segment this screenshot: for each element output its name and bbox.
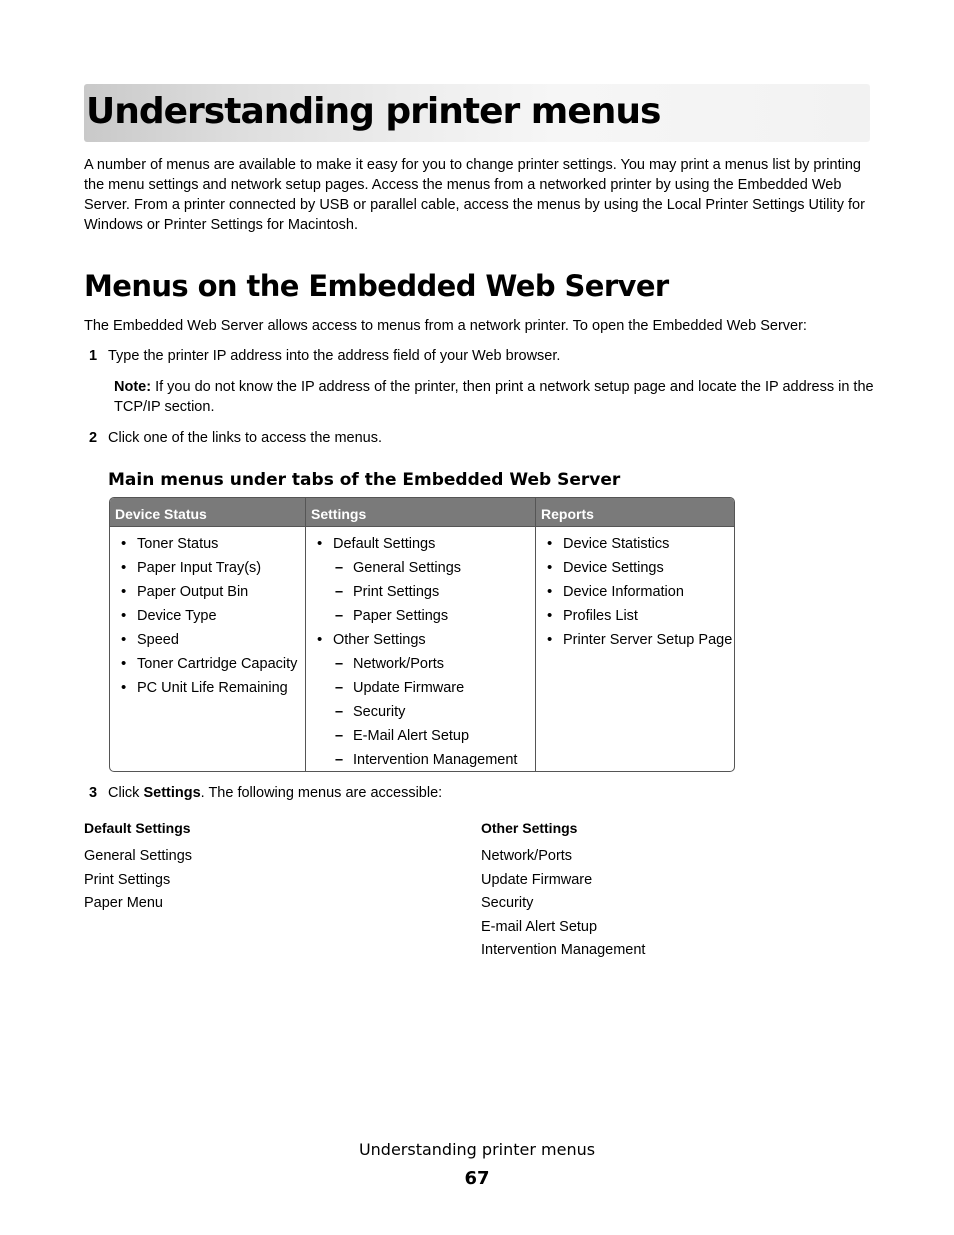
step-text: [108, 783, 442, 803]
list-subitem: – E-Mail Alert Setup: [306, 726, 517, 750]
list-item: Print Settings: [84, 871, 171, 888]
list-item: • PC Unit Life Remaining: [110, 678, 297, 702]
list-item: Network/Ports: [481, 848, 573, 864]
menus-table: [109, 497, 735, 772]
header-settings: Settings: [306, 498, 536, 526]
list-item: • Device Type: [110, 606, 297, 630]
list-subitem: – General Settings: [306, 558, 517, 582]
list-subitem: – Intervention Management: [306, 750, 517, 772]
list-item: • Profiles List: [536, 606, 732, 630]
note-text: If you do not know the IP address of the printer, then print a network setup page and locate the IP address in the TCP/IP section.: [114, 379, 874, 415]
note-label: Note:: [114, 379, 152, 395]
step-text: Click one of the links to access the menus.: [108, 430, 383, 446]
other-settings-heading: Other Settings: [481, 820, 578, 836]
list-item: • Device Statistics: [536, 534, 732, 558]
list-item: • Default Settings: [306, 534, 517, 558]
list-item: Intervention Management: [481, 942, 646, 958]
header-device-status: Device Status: [110, 498, 306, 526]
footer-title: Understanding printer menus: [358, 1140, 596, 1159]
step-text-before: Click: [108, 785, 144, 801]
header-divider: [110, 526, 734, 527]
list-item: Security: [481, 895, 534, 911]
device-status-list: [110, 534, 297, 702]
list-item: • Toner Status: [110, 534, 297, 558]
list-item: • Toner Cartridge Capacity: [110, 654, 297, 678]
list-subitem: – Network/Ports: [306, 654, 517, 678]
list-item: • Paper Input Tray(s): [110, 558, 297, 582]
header-reports: Reports: [536, 498, 734, 526]
section-title: Menus on the Embedded Web Server: [84, 269, 669, 303]
chapter-title: Understanding printer menus: [86, 91, 661, 132]
list-item: E-mail Alert Setup: [481, 918, 598, 935]
list-item: General Settings: [84, 848, 193, 864]
step-text-after: . The following menus are accessible:: [200, 785, 443, 801]
settings-list: [306, 534, 517, 772]
list-subitem: – Print Settings: [306, 582, 517, 606]
step-number: 3: [89, 785, 98, 801]
table-title: Main menus under tabs of the Embedded Web Server: [108, 470, 621, 490]
list-subitem: – Paper Settings: [306, 606, 517, 630]
list-item: • Device Information: [536, 582, 732, 606]
default-settings-heading: Default Settings: [84, 820, 191, 836]
list-item: • Paper Output Bin: [110, 582, 297, 606]
intro-paragraph: A number of menus are available to make it easy for you to change printer settings. You may print a menus list by printing the menu settings and network setup pages. Access the menus from a networked printer by using the Embedded Web Server. From a printer connected by USB or parallel cable, access the menus by using the Local Printer Settings Utility for Windows or Printer Settings for Macintosh.: [84, 157, 865, 233]
step-number: 2: [89, 430, 98, 446]
step-text: Type the printer IP address into the address field of your Web browser.: [108, 348, 561, 364]
list-subitem: – Update Firmware: [306, 678, 517, 702]
list-item: • Printer Server Setup Page: [536, 630, 732, 654]
list-item: Paper Menu: [84, 895, 163, 911]
section-lead: The Embedded Web Server allows access to menus from a network printer. To open the Embedded Web Server:: [84, 318, 807, 334]
other-settings-list: [481, 846, 645, 964]
list-item: • Other Settings: [306, 630, 517, 654]
list-item: Update Firmware: [481, 871, 593, 888]
list-item: • Device Settings: [536, 558, 732, 582]
list-subitem: – Security: [306, 702, 517, 726]
default-settings-list: [84, 846, 192, 917]
step-text-bold: Settings: [143, 785, 201, 801]
list-item: • Speed: [110, 630, 297, 654]
reports-list: [536, 534, 732, 654]
note: [114, 377, 874, 417]
step-number: 1: [89, 348, 98, 364]
page-number: 67: [464, 1168, 490, 1189]
